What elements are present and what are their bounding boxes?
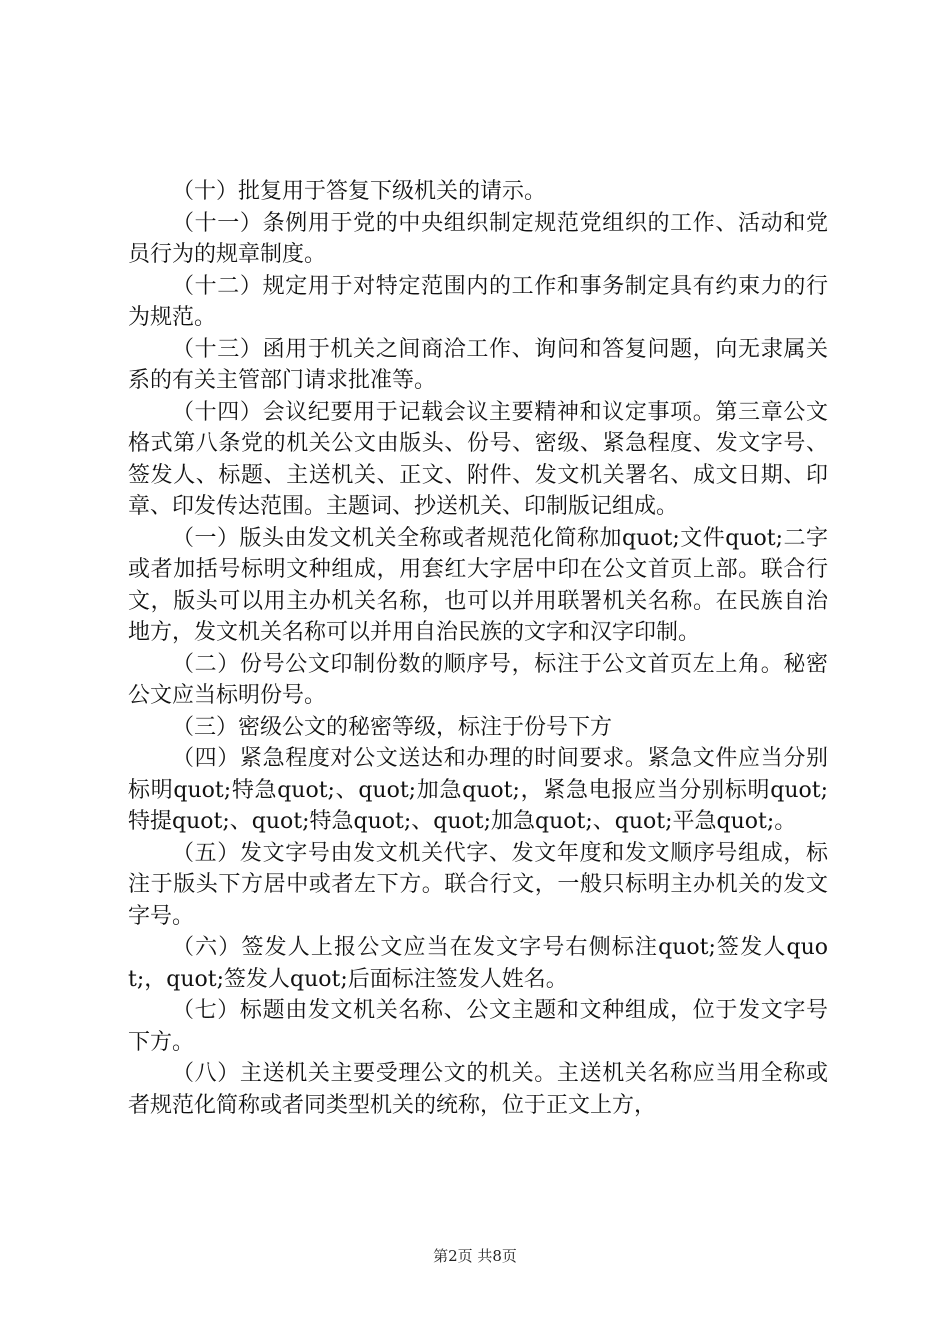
paragraph: （三）密级公文的秘密等级，标注于份号下方: [172, 714, 613, 740]
paragraph: （十）批复用于答复下级机关的请示。: [172, 179, 547, 204]
paragraph: （十三）函用于机关之间商洽工作、询问和答复问题，向无隶属关系的有关主管部门请求批准等。: [128, 336, 828, 393]
document-body: [128, 176, 828, 1121]
paragraph: （八）主送机关主要受理公文的机关。主送机关名称应当用全称或者规范化简称或者同类型机关的统称，位于正文上方，: [128, 1061, 828, 1118]
paragraph: （十四）会议纪要用于记载会议主要精神和议定事项。第三章公文格式第八条党的机关公文由版头、份号、密级、紧急程度、发文字号、签发人、标题、主送机关、正文、附件、发文机关署名、成文日期、印章、印发传达范围。主题词、抄送机关、印制版记组成。: [128, 399, 828, 519]
paragraph: （七）标题由发文机关名称、公文主题和文种组成，位于发文字号下方。: [128, 998, 828, 1055]
paragraph: （一）版头由发文机关全称或者规范化简称加quot;文件quot;二字或者加括号标明文种组成，用套红大字居中印在公文首页上部。联合行文，版头可以用主办机关名称，也可以并用联署机关名称。在民族自治地方，发文机关名称可以并用自治民族的文字和汉字印制。: [128, 525, 828, 645]
paragraph: （六）签发人上报公文应当在发文字号右侧标注quot;签发人quot;，quot;签发人quot;后面标注签发人姓名。: [128, 935, 828, 992]
paragraph: （十二）规定用于对特定范围内的工作和事务制定具有约束力的行为规范。: [128, 273, 828, 330]
page-number-footer: 第2页 共8页: [433, 1247, 517, 1265]
paragraph: （十一）条例用于党的中央组织制定规范党组织的工作、活动和党员行为的规章制度。: [128, 210, 828, 267]
paragraph: （二）份号公文印制份数的顺序号，标注于公文首页左上角。秘密公文应当标明份号。: [128, 651, 828, 708]
paragraph: （四）紧急程度对公文送达和办理的时间要求。紧急文件应当分别标明quot;特急quot;、quot;加急quot;，紧急电报应当分别标明quot;特提quot;、quot;特急quot;、quot;加急quot;、quot;平急quot;。: [128, 746, 828, 834]
paragraph: （五）发文字号由发文机关代字、发文年度和发文顺序号组成，标注于版头下方居中或者左下方。联合行文，一般只标明主办机关的发文字号。: [128, 840, 828, 929]
